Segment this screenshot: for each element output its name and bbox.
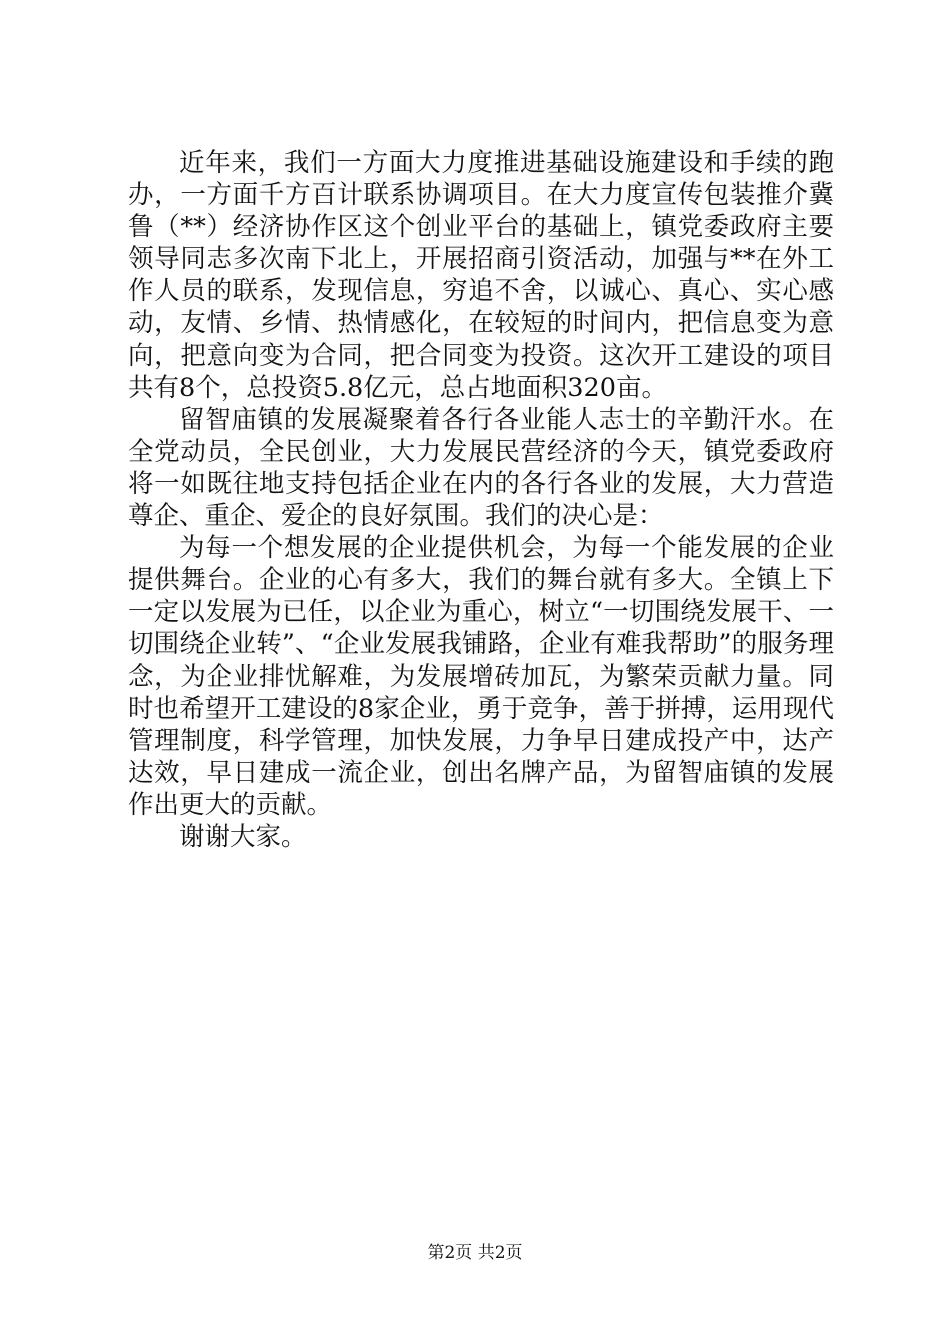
document-body (128, 147, 834, 853)
page-number-footer: 第2页 共2页 (427, 1243, 523, 1263)
paragraph-thanks: 谢谢大家。 (179, 821, 307, 852)
paragraph-development: 留智庙镇的发展凝聚着各行各业能人志士的辛勤汗水。在全党动员，全民创业，大力发展民营经济的今天，镇党委政府将一如既往地支持包括企业在内的各行各业的发展，大力营造尊企、重企、爱企的良好氛围。我们的决心是： (128, 404, 834, 532)
paragraph-investment: 近年来，我们一方面大力度推进基础设施建设和手续的跑办，一方面千方百计联系协调项目。在大力度宣传包装推介冀鲁（**）经济协作区这个创业平台的基础上，镇党委政府主要领导同志多次南下北上，开展招商引资活动，加强与**在外工作人员的联系，发现信息，穷追不舍，以诚心、真心、实心感动，友情、乡情、热情感化，在较短的时间内，把信息变为意向，把意向变为合同，把合同变为投资。这次开工建设的项目共有8个，总投资5.8亿元，总占地面积320亩。 (128, 148, 834, 403)
paragraph-resolution: 为每一个想发展的企业提供机会，为每一个能发展的企业提供舞台。企业的心有多大，我们的舞台就有多大。全镇上下一定以发展为已任，以企业为重心，树立“一切围绕发展干、一切围绕企业转”、“企业发展我铺路，企业有难我帮助”的服务理念，为企业排忧解难，为发展增砖加瓦，为繁荣贡献力量。同时也希望开工建设的8家企业，勇于竞争，善于拼搏，运用现代管理制度，科学管理，加快发展，力争早日建成投产中，达产达效，早日建成一流企业，创出名牌产品，为留智庙镇的发展作出更大的贡献。 (128, 533, 834, 820)
